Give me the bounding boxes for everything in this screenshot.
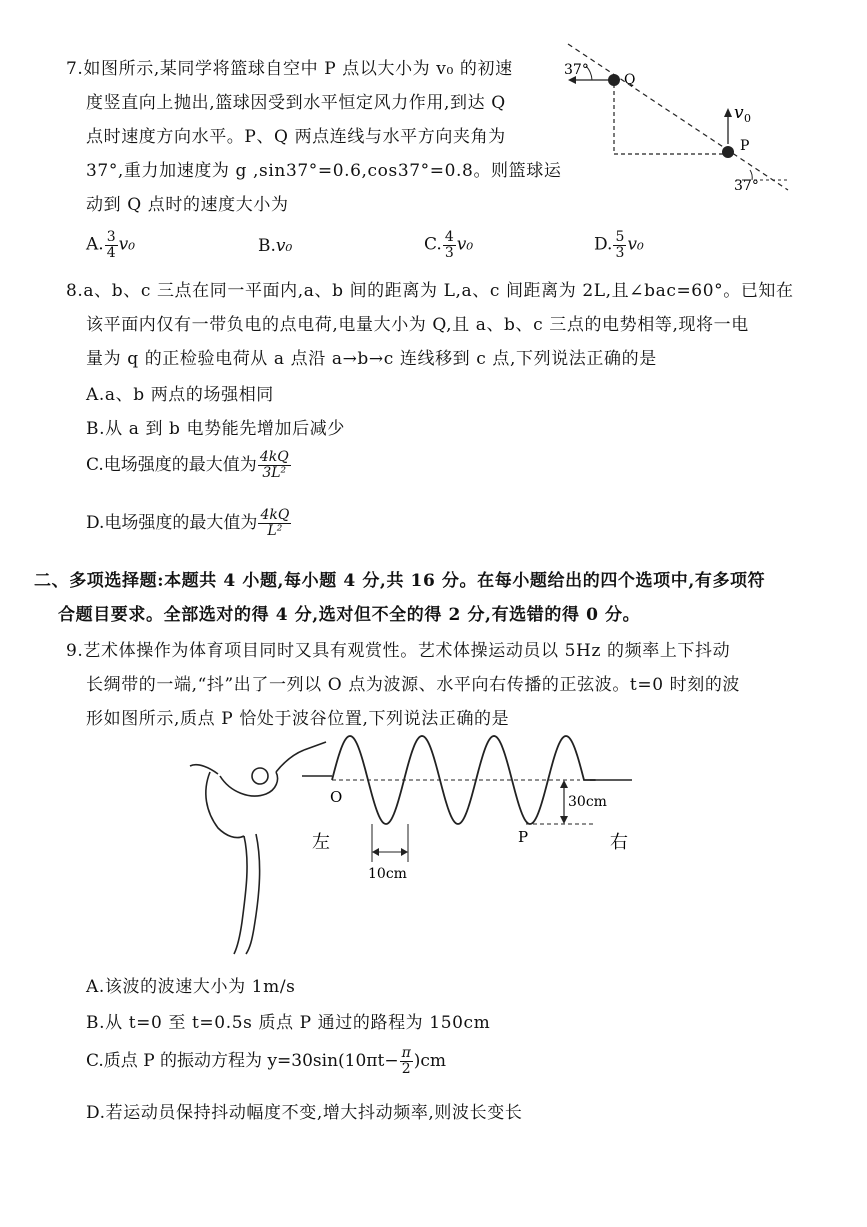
ball-p	[722, 146, 734, 158]
q7-option-c-fraction	[443, 230, 456, 260]
label-left: 左	[312, 832, 330, 853]
q8-option-c-num: 4kQ	[259, 449, 289, 466]
q7-option-a-tail: v₀	[118, 234, 136, 255]
q8-option-d-label: D.电场强度的最大值为	[86, 513, 258, 533]
gymnast-stick	[304, 742, 326, 750]
q9-option-c-fraction	[400, 1046, 413, 1076]
q7-option-d-num: 5	[615, 229, 625, 245]
v0-arrow-head	[724, 108, 732, 117]
section-2-line-2: 合题目要求。全部选对的得 4 分,选对但不全的得 2 分,有选错的得 0 分。	[58, 605, 641, 625]
q8-line-1: 8.a、b、c 三点在同一平面内,a、b 间的距离为 L,a、c 间距离为 2L,且∠bac=60°。已知在	[66, 281, 794, 301]
gymnast-standing-leg-2	[246, 834, 260, 954]
q9-line-1: 9.艺术体操作为体育项目同时又具有观赏性。艺术体操运动员以 5Hz 的频率上下抖动	[66, 641, 731, 661]
gymnast-figure	[190, 742, 326, 954]
q7-line-3: 点时速度方向水平。P、Q 两点连线与水平方向夹角为	[86, 127, 506, 147]
q8-option-c-den: 3L²	[262, 465, 287, 481]
wavelength-part-label: 10cm	[368, 866, 407, 882]
amplitude-label: 30cm	[568, 794, 607, 810]
q7-option-c-label: C.	[424, 234, 442, 255]
amplitude-arrow-top	[560, 780, 568, 788]
q9-option-c-pre: C.质点 P 的振动方程为 y=30sin(10πt−	[86, 1051, 399, 1071]
label-o: O	[330, 788, 343, 806]
q7-option-c-den: 3	[444, 244, 454, 261]
q9-option-c-den: 2	[401, 1061, 411, 1077]
q9-option-a: A.该波的波速大小为 1m/s	[86, 977, 296, 997]
angle-top-label: 37°	[564, 62, 589, 78]
gymnast-standing-leg	[234, 836, 247, 954]
gymnast-torso	[220, 772, 278, 796]
q7-option-a-num: 3	[106, 229, 116, 245]
q-label: Q	[624, 72, 636, 88]
dim-arrow-right	[401, 848, 408, 856]
q7-line-4: 37°,重力加速度为 g ,sin37°=0.6,cos37°=0.8。则篮球运	[86, 161, 562, 181]
q7-option-a-den: 4	[106, 244, 116, 261]
q7-option-d-tail: v₀	[627, 234, 644, 255]
v0-label: v	[734, 103, 744, 123]
q8-option-c-fraction	[258, 450, 291, 480]
q7-option-b	[258, 236, 292, 256]
pq-dashed-line	[568, 44, 788, 190]
q7-option-a-fraction	[105, 230, 118, 260]
q7-figure	[556, 40, 796, 200]
q9-option-b: B.从 t=0 至 t=0.5s 质点 P 通过的路程为 150cm	[86, 1013, 491, 1033]
q8-option-c	[86, 450, 292, 481]
ribbon-wave	[332, 736, 595, 824]
q9-line-3: 形如图所示,质点 P 恰处于波谷位置,下列说法正确的是	[86, 709, 510, 729]
label-right: 右	[610, 832, 628, 853]
v0-subscript: 0	[744, 112, 751, 125]
q8-option-c-label: C.电场强度的最大值为	[86, 455, 257, 475]
label-p: P	[518, 828, 529, 846]
q9-figure	[180, 732, 650, 962]
q7-option-d-den: 3	[615, 244, 625, 261]
q8-option-d	[86, 508, 292, 539]
q8-option-a: A.a、b 两点的场强相同	[86, 385, 274, 405]
q8-option-b: B.从 a 到 b 电势能先增加后减少	[86, 419, 345, 439]
q7-option-b-label: B.	[258, 236, 276, 256]
q9-option-c	[86, 1046, 446, 1077]
q9-option-c-post: )cm	[413, 1051, 447, 1071]
q7-option-d-fraction	[613, 230, 626, 260]
ball-q	[608, 74, 620, 86]
q7-option-a-label: A.	[86, 234, 104, 255]
gymnast-head	[252, 768, 268, 784]
q7-option-d-label: D.	[594, 234, 613, 255]
amplitude-arrow-bottom	[560, 816, 568, 824]
dim-arrow-left	[372, 848, 379, 856]
q8-line-3: 量为 q 的正检验电荷从 a 点沿 a→b→c 连线移到 c 点,下列说法正确的是	[86, 349, 657, 369]
q7-option-b-text: v₀	[275, 236, 293, 256]
q8-line-2: 该平面内仅有一带负电的点电荷,电量大小为 Q,且 a、b、c 三点的电势相等,现将一电	[86, 315, 749, 335]
q7-option-a	[86, 230, 135, 260]
q8-option-d-den: L²	[267, 523, 283, 539]
q9-option-d: D.若运动员保持抖动幅度不变,增大抖动频率,则波长变长	[86, 1103, 523, 1123]
angle-bottom-label: 37°	[734, 178, 759, 194]
gymnast-arm	[276, 750, 304, 772]
q9-option-c-num: π	[401, 1045, 411, 1062]
q7-option-c-num: 4	[444, 229, 454, 245]
q7-option-d	[594, 230, 644, 260]
q9-line-2: 长绸带的一端,“抖”出了一列以 O 点为波源、水平向右传播的正弦波。t=0 时刻的波	[86, 675, 741, 695]
q7-line-5: 动到 Q 点时的速度大小为	[86, 195, 289, 215]
q8-option-d-fraction	[258, 508, 291, 538]
q7-option-c	[424, 230, 473, 260]
q7-option-c-tail: v₀	[456, 234, 474, 255]
q8-option-d-num: 4kQ	[260, 507, 290, 524]
gymnast-leg-up	[190, 765, 218, 774]
q7-line-1: 7.如图所示,某同学将篮球自空中 P 点以大小为 v₀ 的初速	[66, 59, 513, 79]
section-2-line-1: 二、多项选择题:本题共 4 小题,每小题 4 分,共 16 分。在每小题给出的四个选项中,有多项符	[34, 571, 766, 591]
q7-line-2: 度竖直向上抛出,篮球因受到水平恒定风力作用,到达 Q	[86, 93, 506, 113]
p-label: P	[740, 138, 750, 154]
